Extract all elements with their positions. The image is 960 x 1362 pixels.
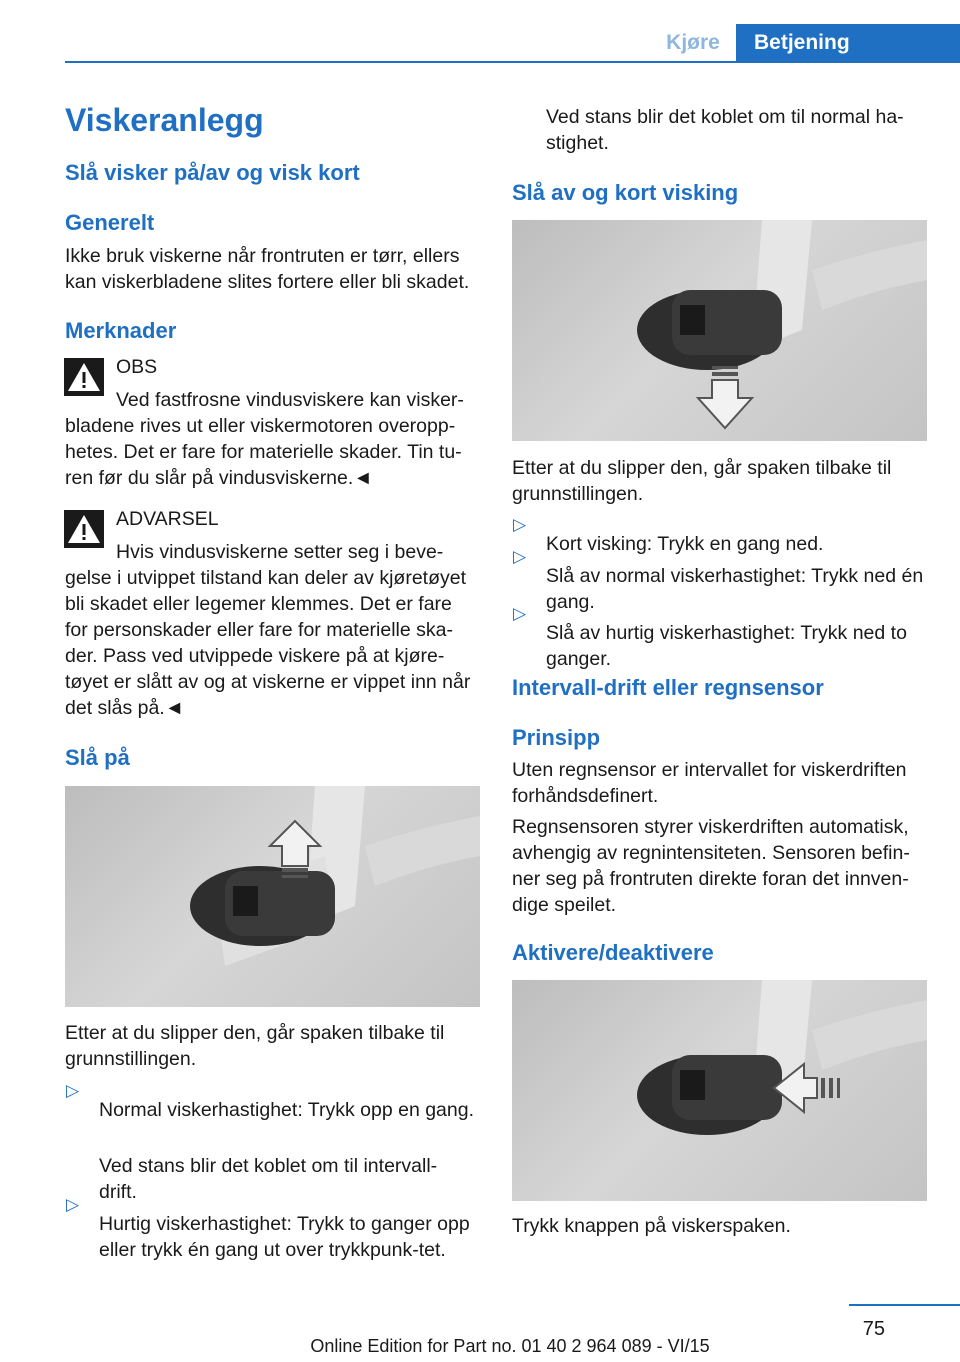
heading-intervall: Intervall-drift eller regnsensor: [512, 675, 824, 700]
wiper-lever-down-image: [512, 220, 927, 441]
obs-label: OBS: [116, 356, 158, 378]
principle-text: Uten regnsensor er intervallet for viskerdriften forhåndsdefinert.: [512, 759, 907, 807]
after-release-text: Etter at du slipper den, går spaken tilbake til grunnstillingen.: [65, 1022, 445, 1070]
tab-kjore[interactable]: Kjøre: [666, 31, 720, 54]
header-rule: [65, 61, 960, 63]
obs-text: Ved fastfrosne vindusviskere kan visker-bladene rives ut eller viskermotoren overopp-hetes. Det er fare for materielle skader. Tin tu-ren før du slår på vindusviskerne.◄: [65, 389, 464, 489]
list-item: Slå av hurtig viskerhastighet: Trykk ned to ganger.: [546, 621, 907, 670]
heading-merknader: Merknader: [65, 318, 177, 343]
page-number: 75: [862, 1318, 885, 1340]
wiper-lever-up-image: [65, 786, 480, 1007]
heading-sla-av: Slå av og kort visking: [512, 180, 739, 205]
advarsel-label: ADVARSEL: [116, 508, 219, 530]
list-item: Slå av normal viskerhastighet: Trykk ned én gang.: [546, 564, 924, 613]
image-caption: Trykk knappen på viskerspaken.: [512, 1215, 791, 1237]
section-heading: Slå visker på/av og visk kort: [65, 160, 360, 185]
wiper-lever-button-image: [512, 980, 927, 1201]
footer-rule: [849, 1304, 960, 1306]
list-item: Hurtig viskerhastighet: Trykk to ganger opp eller trykk én gang ut over trykkpunk-tet.: [99, 1212, 470, 1261]
heading-prinsipp: Prinsipp: [512, 725, 601, 750]
bullet-triangle-icon: ▷: [513, 547, 527, 566]
page-title: Viskeranlegg: [65, 102, 264, 138]
general-text: Ikke bruk viskerne når frontruten er tørr, ellers kan viskerbladene slites fortere eller bli skadet.: [65, 245, 470, 293]
heading-aktivere: Aktivere/deaktivere: [512, 940, 714, 965]
list-item: Normal viskerhastighet: Trykk opp en gang.: [99, 1098, 475, 1121]
bullet-triangle-icon: ▷: [513, 515, 527, 534]
continued-text: Ved stans blir det koblet om til normal ha-stighet.: [546, 106, 904, 154]
edition-footer: Online Edition for Part no. 01 40 2 964 089 - VI/15: [310, 1336, 710, 1356]
list-item-note: Ved stans blir det koblet om til intervall-drift.: [99, 1154, 438, 1203]
rain-sensor-text: Regnsensoren styrer viskerdriften automatisk, avhengig av regnintensiteten. Sensoren befin-ner seg på frontruten direkte foran det innven-dige speilet.: [512, 816, 910, 916]
tab-betjening[interactable]: Betjening: [736, 24, 960, 62]
heading-sla-pa: Slå på: [65, 745, 130, 770]
advarsel-text: Hvis vindusviskerne setter seg i beve-gelse i utvippet tilstand kan deler av kjøretøyet bli skadet eller legemer klemmes. Det er fare for personskader eller fare for materielle ska-der. Pass ved utvippede viskere på at kjøre-tøyet er slått av og at viskerne er vippet inn når det slås på.◄: [65, 541, 471, 719]
heading-generelt: Generelt: [65, 210, 155, 235]
after-release-text: Etter at du slipper den, går spaken tilbake til grunnstillingen.: [512, 457, 892, 505]
list-item: Kort visking: Trykk en gang ned.: [546, 532, 824, 555]
bullet-triangle-icon: ▷: [513, 604, 527, 623]
bullet-triangle-icon: ▷: [66, 1081, 80, 1100]
bullet-triangle-icon: ▷: [66, 1195, 80, 1214]
